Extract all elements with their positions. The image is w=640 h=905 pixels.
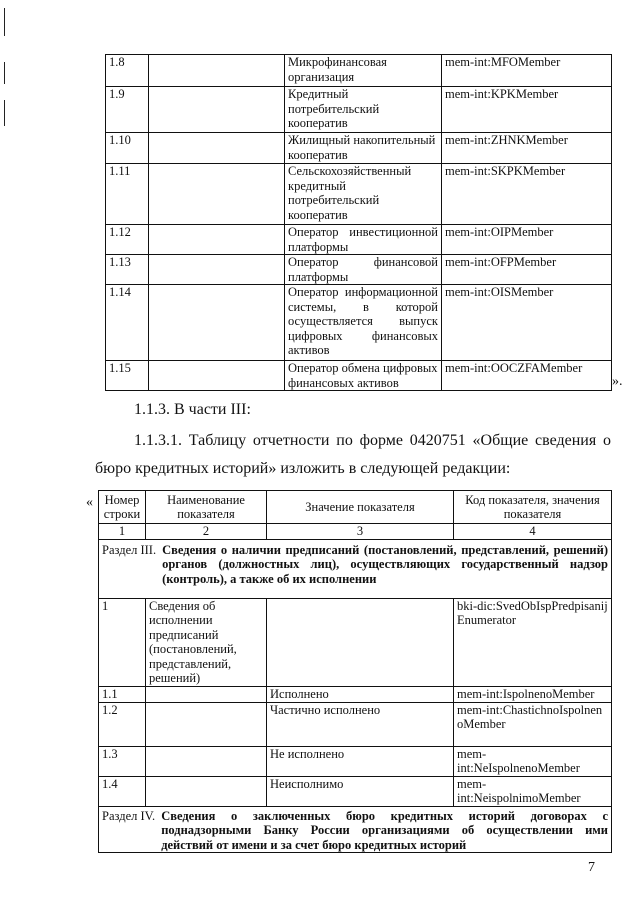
row-name: Сельскохозяйственный кредитный потребительский кооператив [285,164,442,225]
bottom-table [98,490,612,853]
margin-mark [4,100,5,126]
row-code: mem-int:ZHNKMember [442,133,612,164]
table-row [106,55,612,87]
table-row [99,746,612,776]
row-name [146,776,267,806]
opening-quote: « [86,495,93,510]
row-code: mem-int:OOCZFAMember [442,361,612,391]
row-code: mem-int:MFOMember [442,55,612,87]
row-code: mem-int:OFPMember [442,255,612,285]
row-number: 1.4 [99,776,146,806]
row-number: 1.15 [106,361,149,391]
closing-quote: ». [612,374,623,389]
table-row [106,225,612,255]
section-4-label: Раздел IV. [102,808,156,823]
row-code: mem-int:NeIspolnenoMember [454,746,612,776]
row-name [146,746,267,776]
row-value: Исполнено [267,686,454,702]
row-number: 1.2 [99,702,146,746]
row-name: Оператор обмена цифровых финансовых активов [285,361,442,391]
row-code: mem-int:IspolnenoMember [454,686,612,702]
row-code: mem-int:NeispolnimoMember [454,776,612,806]
table-row [99,702,612,746]
row-number: 1.1 [99,686,146,702]
table-row [106,133,612,164]
row-name: Оператор финансовой платформы [285,255,442,285]
row-number: 1.11 [106,164,149,225]
row-value [267,598,454,686]
paragraph-1-1-3: 1.1.3. В части III: [134,401,251,418]
row-name: Оператор инвестиционной платформы [285,225,442,255]
table-row [106,361,612,391]
page-number: 7 [588,860,595,875]
row-code: mem-int:KPKMember [442,87,612,133]
margin-mark [4,62,5,84]
row-name: Кредитный потребительский кооператив [285,87,442,133]
row-number: 1.9 [106,87,149,133]
row-code: bki-dic:SvedObIspPredpisanijEnumerator [454,598,612,686]
row-code: mem-int:SKPKMember [442,164,612,225]
section-3-label: Раздел III. [102,542,157,557]
col-num: 1 [99,524,146,540]
row-code: mem-int:ChastichnoIspolnenoMember [454,702,612,746]
row-name: Микрофинансовая организация [285,55,442,87]
column-number-row [99,524,612,540]
header-indicator-code: Код показателя, значения показателя [454,491,612,524]
header-indicator-name: Наименование показателя [146,491,267,524]
row-name: Жилищный накопительный кооператив [285,133,442,164]
col-num: 4 [454,524,612,540]
row-name [146,702,267,746]
table-row [106,87,612,133]
header-indicator-value: Значение показателя [267,491,454,524]
table-row [106,285,612,361]
row-number: 1 [99,598,146,686]
header-row-number: Номер строки [99,491,146,524]
row-value: Неисполнимо [267,776,454,806]
table-row [106,164,612,225]
section-row [99,806,612,853]
row-number: 1.14 [106,285,149,361]
row-code: mem-int:OIPMember [442,225,612,255]
top-table [105,54,612,391]
section-row [99,539,612,598]
table-row [99,686,612,702]
section-4-title: Сведения о заключенных бюро кредитных историй договорах с поднадзорными Банку России организациями об осуществлении ими действий от имени и за счет бюро кредитных историй [161,808,608,852]
section-3-title: Сведения о наличии предписаний (постановлений, представлений, решений) органов (должностных лиц), осуществляющих государственный надзор (контроль), а также об их исполнении [162,542,608,586]
row-name: Оператор информационной системы, в которой осуществляется выпуск цифровых финансовых активов [285,285,442,361]
table-row [99,598,612,686]
row-name [146,686,267,702]
row-number: 1.13 [106,255,149,285]
row-number: 1.3 [99,746,146,776]
row-value: Частично исполнено [267,702,454,746]
row-number: 1.10 [106,133,149,164]
col-num: 3 [267,524,454,540]
row-number: 1.12 [106,225,149,255]
col-num: 2 [146,524,267,540]
table-row [99,776,612,806]
margin-mark [4,8,5,36]
row-number: 1.8 [106,55,149,87]
row-code: mem-int:OISMember [442,285,612,361]
row-value: Не исполнено [267,746,454,776]
header-row [99,491,612,524]
paragraph-1-1-3-1: 1.1.3.1. Таблицу отчетности по форме 0420751 «Общие сведения о бюро кредитных историй» изложить в следующей редакции: [95,432,611,477]
table-row [106,255,612,285]
row-name: Сведения об исполнении предписаний (постановлений, представлений, решений) [146,598,267,686]
